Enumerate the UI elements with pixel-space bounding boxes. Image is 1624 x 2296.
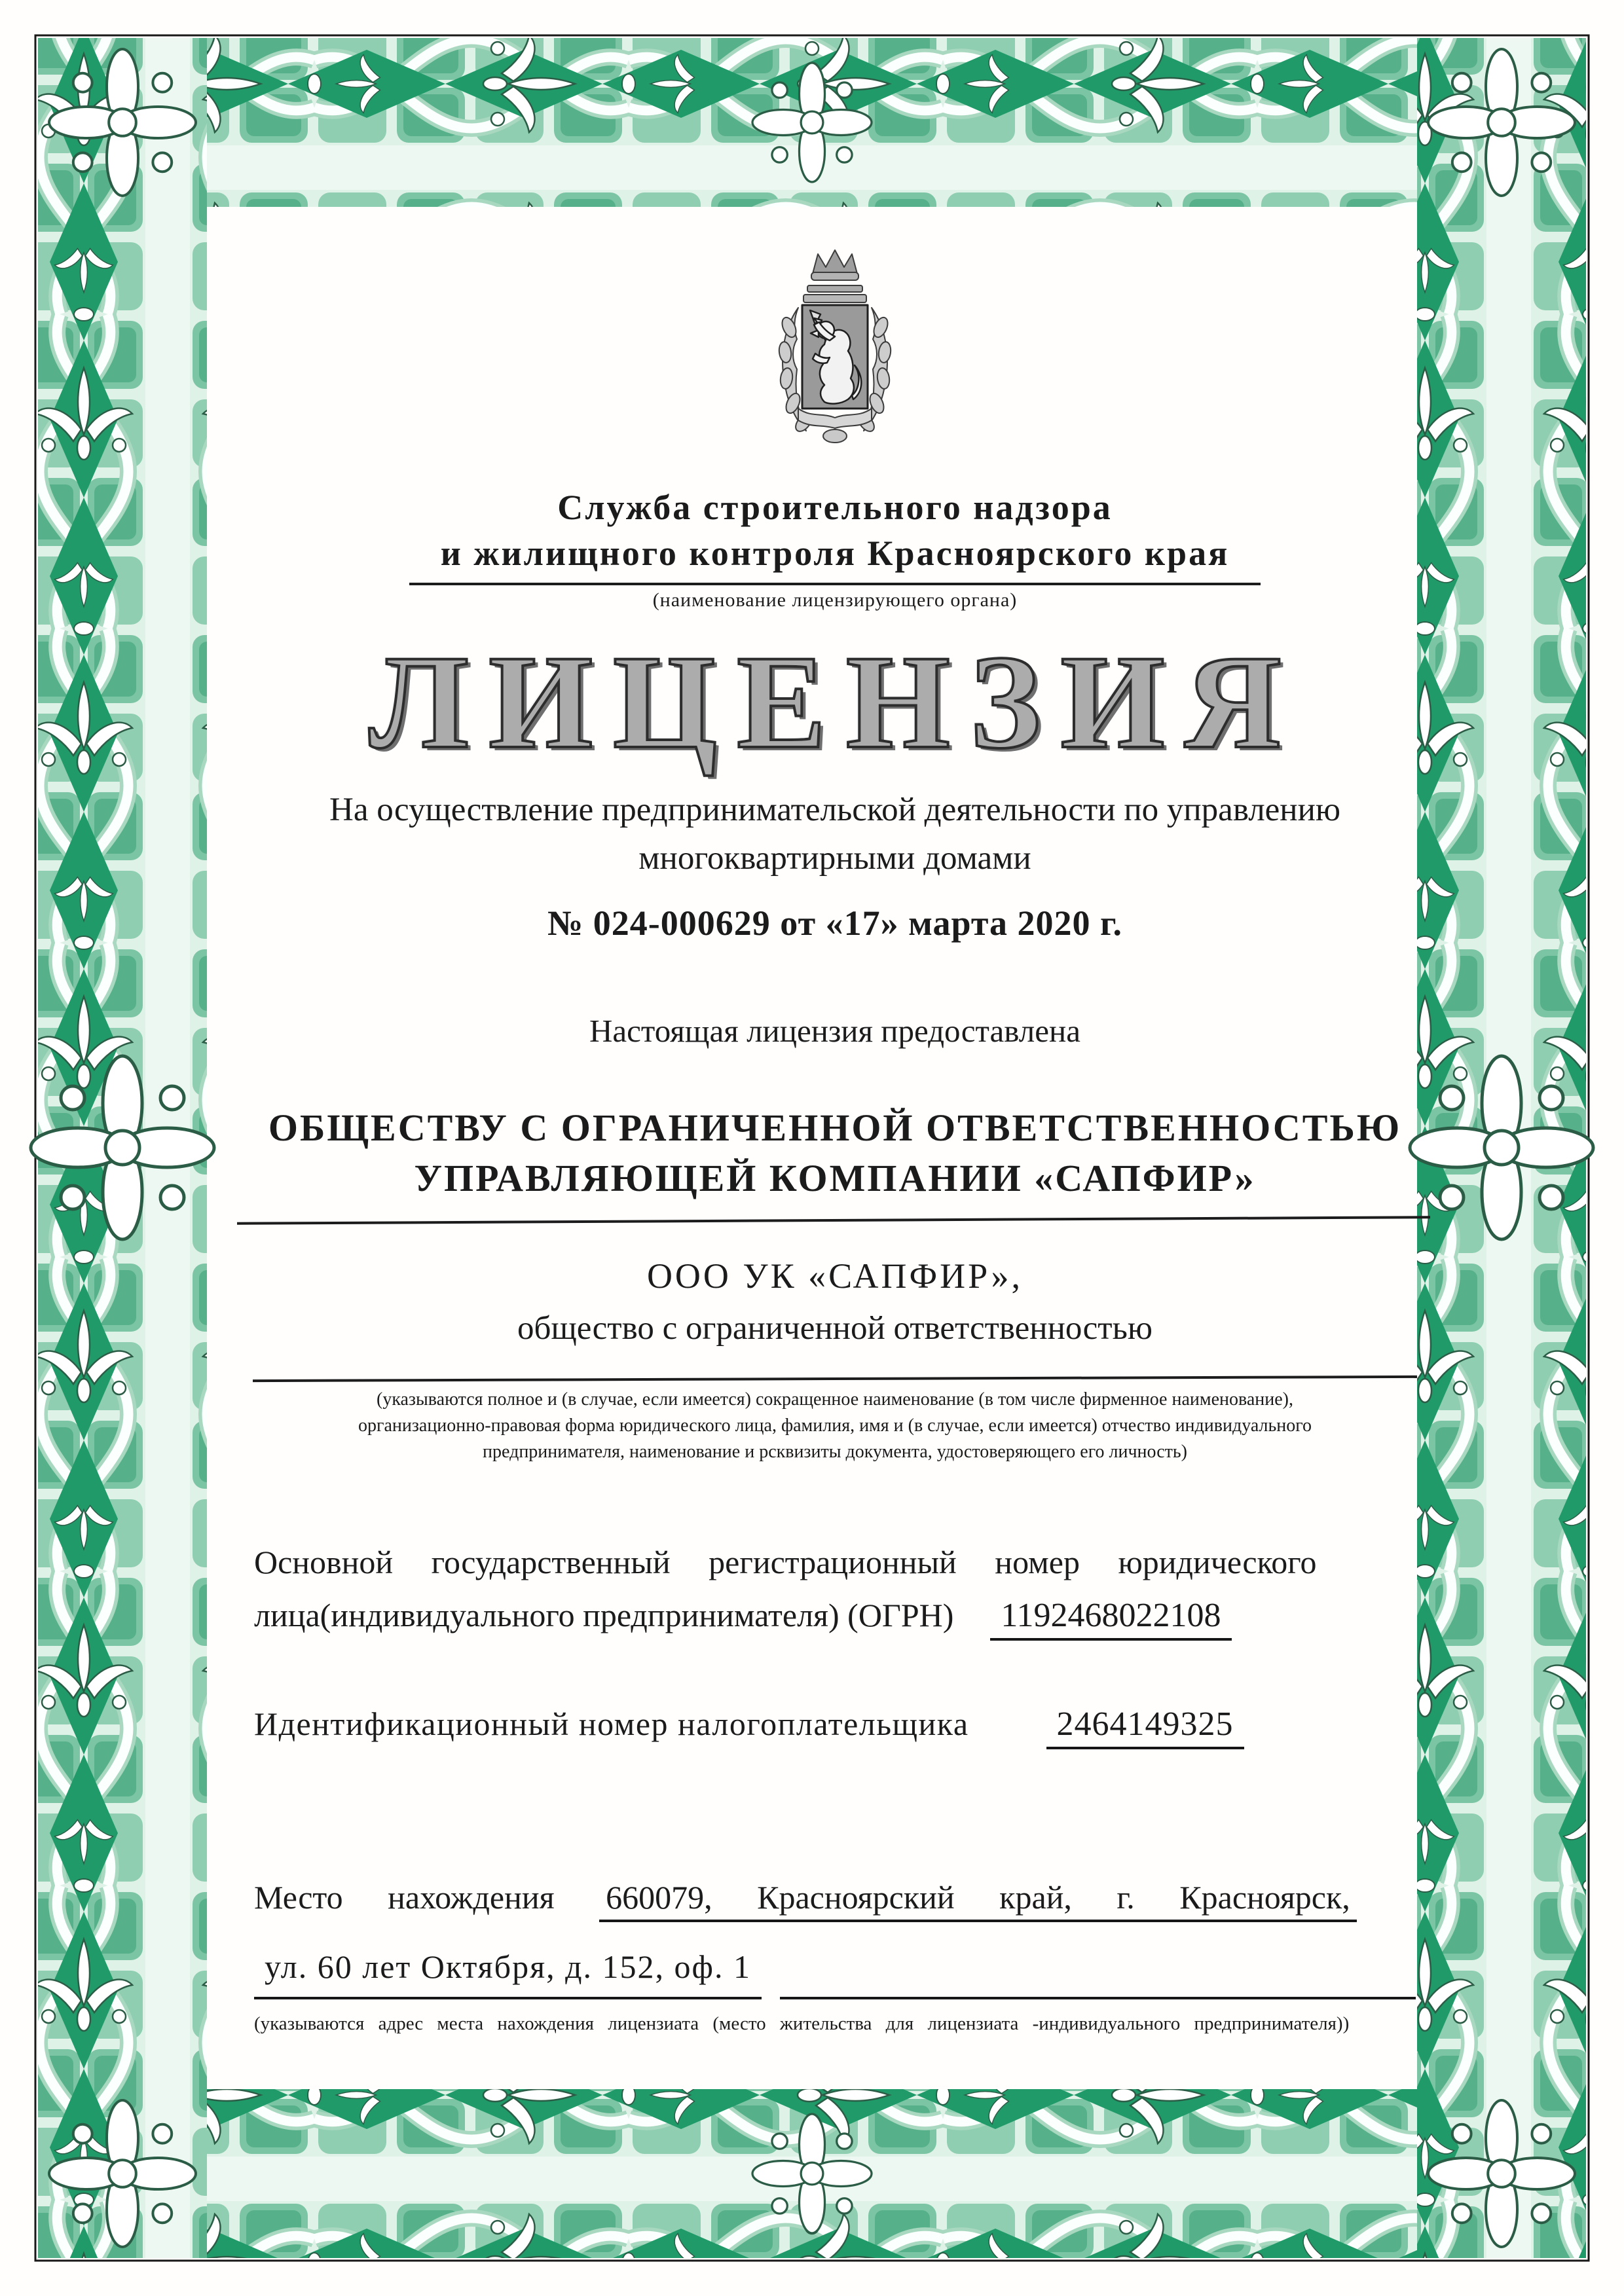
- address-blank-underline: [780, 1997, 1416, 1999]
- grantee-name-caps-line2: УПРАВЛЯЮЩЕЙ КОМПАНИИ «САПФИР»: [414, 1156, 1256, 1199]
- grantee-caption: [254, 1387, 1416, 1465]
- grantee-name-caps-line1: ОБЩЕСТВУ С ОГРАНИЧЕННОЙ ОТВЕТСТВЕННОСТЬЮ: [268, 1106, 1402, 1150]
- address-caption: (указываются адрес места нахождения лицензиата (место жительства для лицензиата -индивидуального предпринимателя)): [254, 2013, 1350, 2034]
- address-value-line2: ул. 60 лет Октября, д. 152, оф. 1: [254, 1941, 762, 1999]
- authority-name-line1: Служба строительного надзора: [557, 488, 1113, 527]
- document-content: [254, 216, 1416, 2039]
- inn-row: [254, 1705, 1416, 1743]
- grantee-caption-line1: (указываются полное и (в случае, если имеется) сокращенное наименование (в том числе фирменное наименование),: [377, 1389, 1293, 1410]
- address-line2: [254, 1941, 1416, 1999]
- license-activity: [254, 786, 1416, 883]
- ogrn-label-line2: [254, 1588, 1416, 1643]
- address-line1: [254, 1871, 1416, 1923]
- inn-label: Идентификационный номер налогоплательщика: [254, 1705, 969, 1742]
- ogrn-value: 1192468022108: [990, 1597, 1231, 1641]
- inn-value: 2464149325: [1046, 1705, 1244, 1749]
- grantee-name-caps: [254, 1103, 1416, 1203]
- address-value-line1: 660079, Красноярский край, г. Красноярск,: [599, 1879, 1357, 1922]
- authority-caption: (наименование лицензирующего органа): [652, 589, 1018, 611]
- license-activity-line2: многоквартирными домами: [638, 840, 1031, 877]
- authority-name-line2: и жилищного контроля Красноярского края: [440, 534, 1230, 574]
- license-number: № 024-000629 от «17» марта 2020 г.: [547, 903, 1122, 943]
- grantee-legal-form: общество с ограниченной ответственностью: [517, 1310, 1153, 1347]
- grantee-intro: Настоящая лицензия предоставлена: [589, 1013, 1080, 1049]
- authority-underline: [409, 583, 1261, 585]
- address-label: Место нахождения: [254, 1878, 555, 1916]
- ogrn-paragraph: [254, 1536, 1416, 1643]
- coat-of-arms-icon: [756, 234, 913, 450]
- grantee-caption-line2: организационно-правовая форма юридического лица, фамилия, имя и (в случае, если имеется) отчество индивидуального: [358, 1415, 1312, 1436]
- license-title: ЛИЦЕНЗИЯ: [369, 628, 1301, 777]
- license-activity-line1: На осуществление предпринимательской деятельности по управлению: [329, 792, 1340, 829]
- grantee-caption-line3: предпринимателя, наименование и рсквизиты документа, удостоверяющего его личность): [483, 1441, 1187, 1462]
- divider-line: [253, 1376, 1417, 1382]
- divider-line: [237, 1216, 1430, 1226]
- grantee-short-name: ООО УК «САПФИР»,: [646, 1256, 1024, 1296]
- address-block: [254, 1871, 1416, 2039]
- ogrn-label-text: лица(индивидуального предпринимателя) (ОГРН): [254, 1596, 954, 1633]
- ogrn-label-line1: Основной государственный регистрационный номер юридического: [254, 1543, 1317, 1580]
